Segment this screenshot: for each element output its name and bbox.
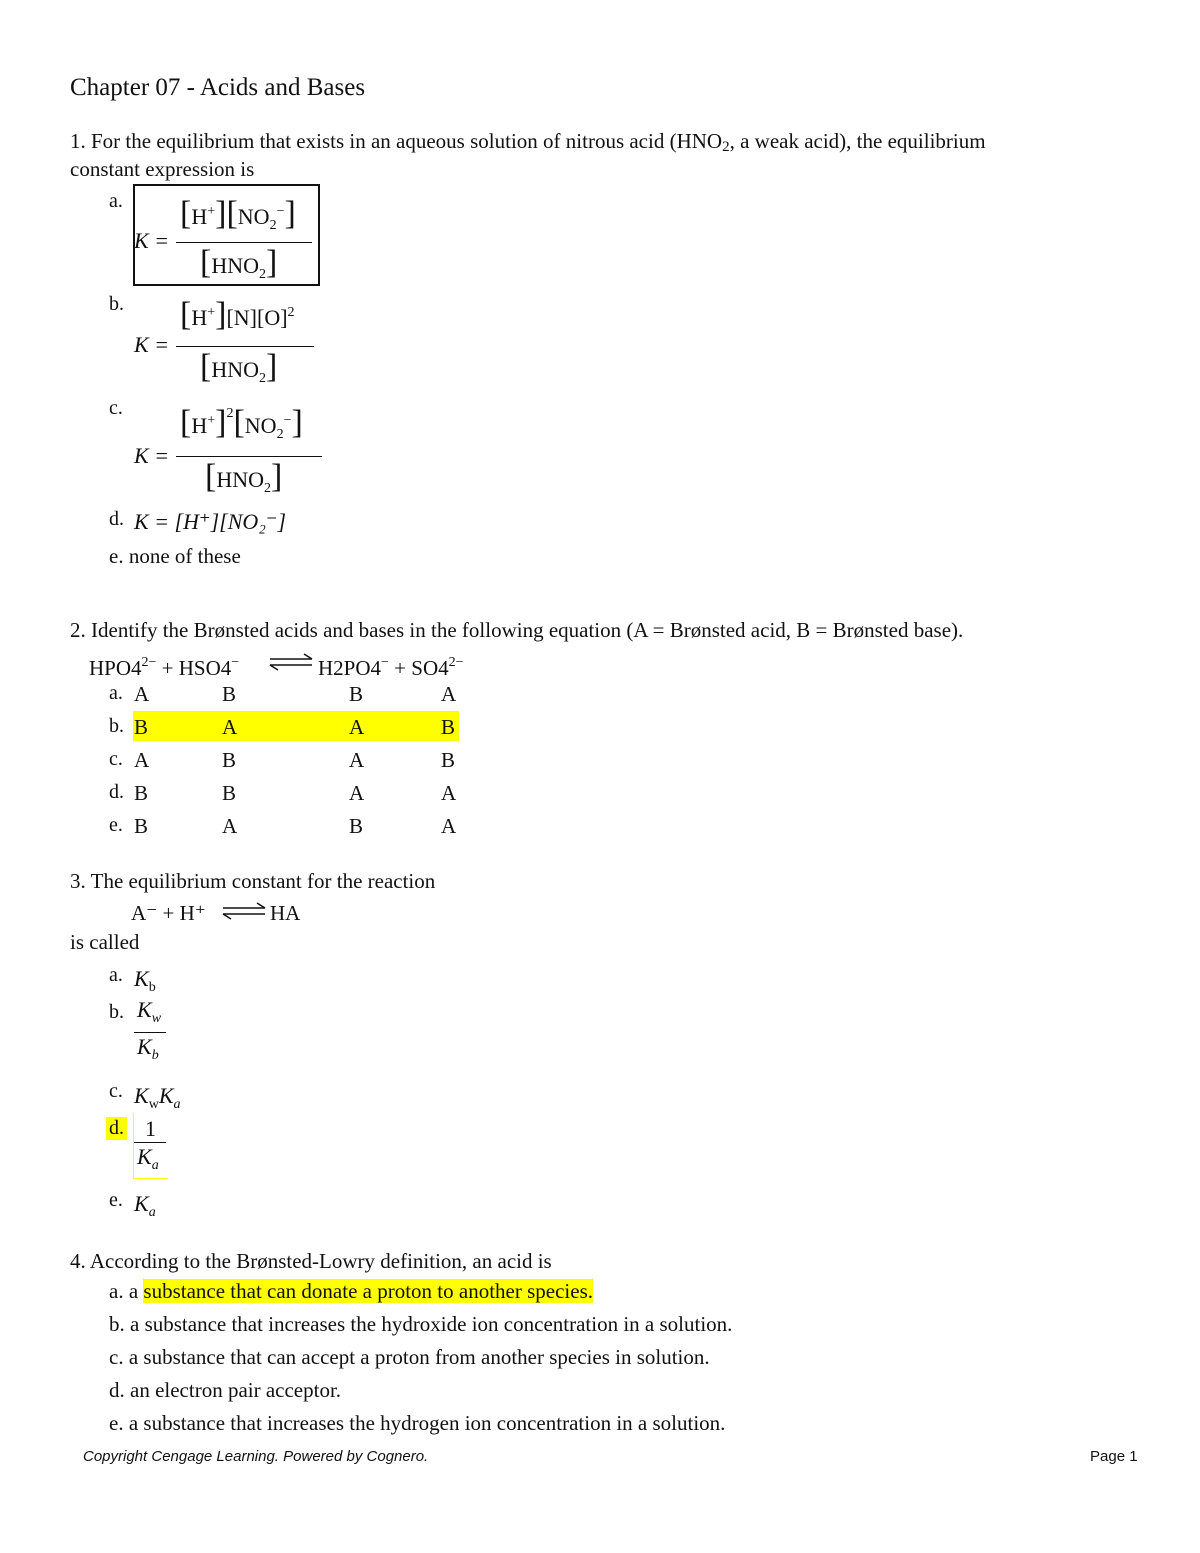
fraction-bar [176,456,322,457]
option-label: a. [109,964,123,986]
option-d: d. an electron pair acceptor. [109,1378,342,1402]
correct-answer-highlight [133,711,459,741]
question-3-text: 3. The equilibrium constant for the reaction [70,869,436,893]
question-3-text2: is called [70,930,140,954]
table-cell: A [134,682,150,706]
table-cell: A [349,781,365,805]
table-cell: B [222,781,237,805]
k-equals: K = [134,443,170,468]
fraction-denominator: $[HNO_2]$ [200,348,278,386]
option-e: e. a substance that increases the hydrogen ion concentration in a solution. [109,1411,726,1435]
question-2-text: 2. Identify the Brønsted acids and bases in the following equation (A = Brønsted acid, B = Brønsted base). [70,618,964,642]
question-3-eq-left: A⁻ + H⁺ [131,901,206,925]
option-label: a. [109,190,123,212]
option-c: c. a substance that can accept a proton from another species in solution. [109,1345,710,1369]
fraction-bar [134,1032,166,1033]
question-3-eq-right: HA [270,901,301,925]
fraction-numerator: $[H^+]^2[NO_2^-]$ [180,404,303,442]
option-label: b. [109,715,124,737]
footer-page-number: Page 1 [1090,1448,1138,1465]
table-cell: B [134,781,149,805]
option-label: c. [109,748,123,770]
table-cell: B [349,682,364,706]
footer-copyright: Copyright Cengage Learning. Powered by Cognero. [83,1448,429,1465]
option-a-expression: $K_b$ [134,966,156,995]
table-cell: A [349,748,365,772]
page-title: Chapter 07 - Acids and Bases [70,74,366,101]
fraction-denominator: $K_a$ [137,1144,159,1173]
table-cell: B [441,748,456,772]
table-cell: A [349,715,365,739]
table-cell: A [441,814,457,838]
question-1-text-line2: constant expression is [70,157,255,181]
option-a: a. a substance that can donate a proton to another species. [109,1279,593,1303]
option-label: a. [109,682,123,704]
table-cell: B [349,814,364,838]
fraction-denominator: $K_b$ [137,1034,159,1063]
question-4-text: 4. According to the Brønsted-Lowry definition, an acid is [70,1249,552,1273]
table-cell: B [222,748,237,772]
option-d-expression: K = [H⁺][NO₂⁻] [134,509,287,534]
question-1-text: 1. For the equilibrium that exists in an aqueous solution of nitrous acid ($HNO_2$, a weak acid), the equilibrium [70,129,986,155]
fraction-denominator: $[HNO_2]$ [205,458,283,496]
table-cell: A [441,781,457,805]
option-label: c. [109,1080,123,1102]
table-cell: B [222,682,237,706]
table-cell: A [222,814,238,838]
question-2-equation: $HPO4^{2-} + HSO4^-$ [89,655,240,680]
correct-answer-highlight: substance that can donate a proton to another species. [143,1279,593,1303]
fraction-denominator: $[HNO_2]$ [200,244,278,282]
table-cell: B [134,715,149,739]
fraction-bar [176,346,314,347]
option-label: b. [109,293,124,315]
k-equals: K = [134,332,170,357]
question-number: 1. [70,129,86,153]
option-label: c. [109,397,123,419]
option-label: b. [109,1001,124,1023]
option-label: d. [109,781,124,803]
equilibrium-arrow-icon [221,902,267,920]
option-label: e. [109,814,123,836]
option-label: d. [109,508,124,530]
fraction-bar [176,242,312,243]
table-cell: A [441,682,457,706]
fraction-numerator: $[H^+][N][O]^2$ [180,296,295,333]
k-equals: K = [134,228,170,253]
equilibrium-arrow-icon [268,653,314,671]
option-e-expression: $K_a$ [134,1191,156,1220]
question-2-equation-products: $H2PO4^- + SO4^{2-}$ [318,655,464,680]
table-cell: B [441,715,456,739]
option-label: e. [109,1189,123,1211]
fraction-numerator: $K_w$ [137,997,162,1026]
option-e: e. none of these [109,544,241,568]
table-cell: A [134,748,150,772]
option-b: b. a substance that increases the hydroxide ion concentration in a solution. [109,1312,733,1336]
table-cell: A [222,715,238,739]
fraction-numerator: $[H^+][NO_2^-]$ [180,195,296,233]
fraction-bar [134,1142,166,1143]
table-cell: B [134,814,149,838]
option-label: d. [106,1117,127,1140]
option-c-expression: $K_wK_a$ [134,1083,181,1112]
fraction-numerator: 1 [145,1116,156,1141]
